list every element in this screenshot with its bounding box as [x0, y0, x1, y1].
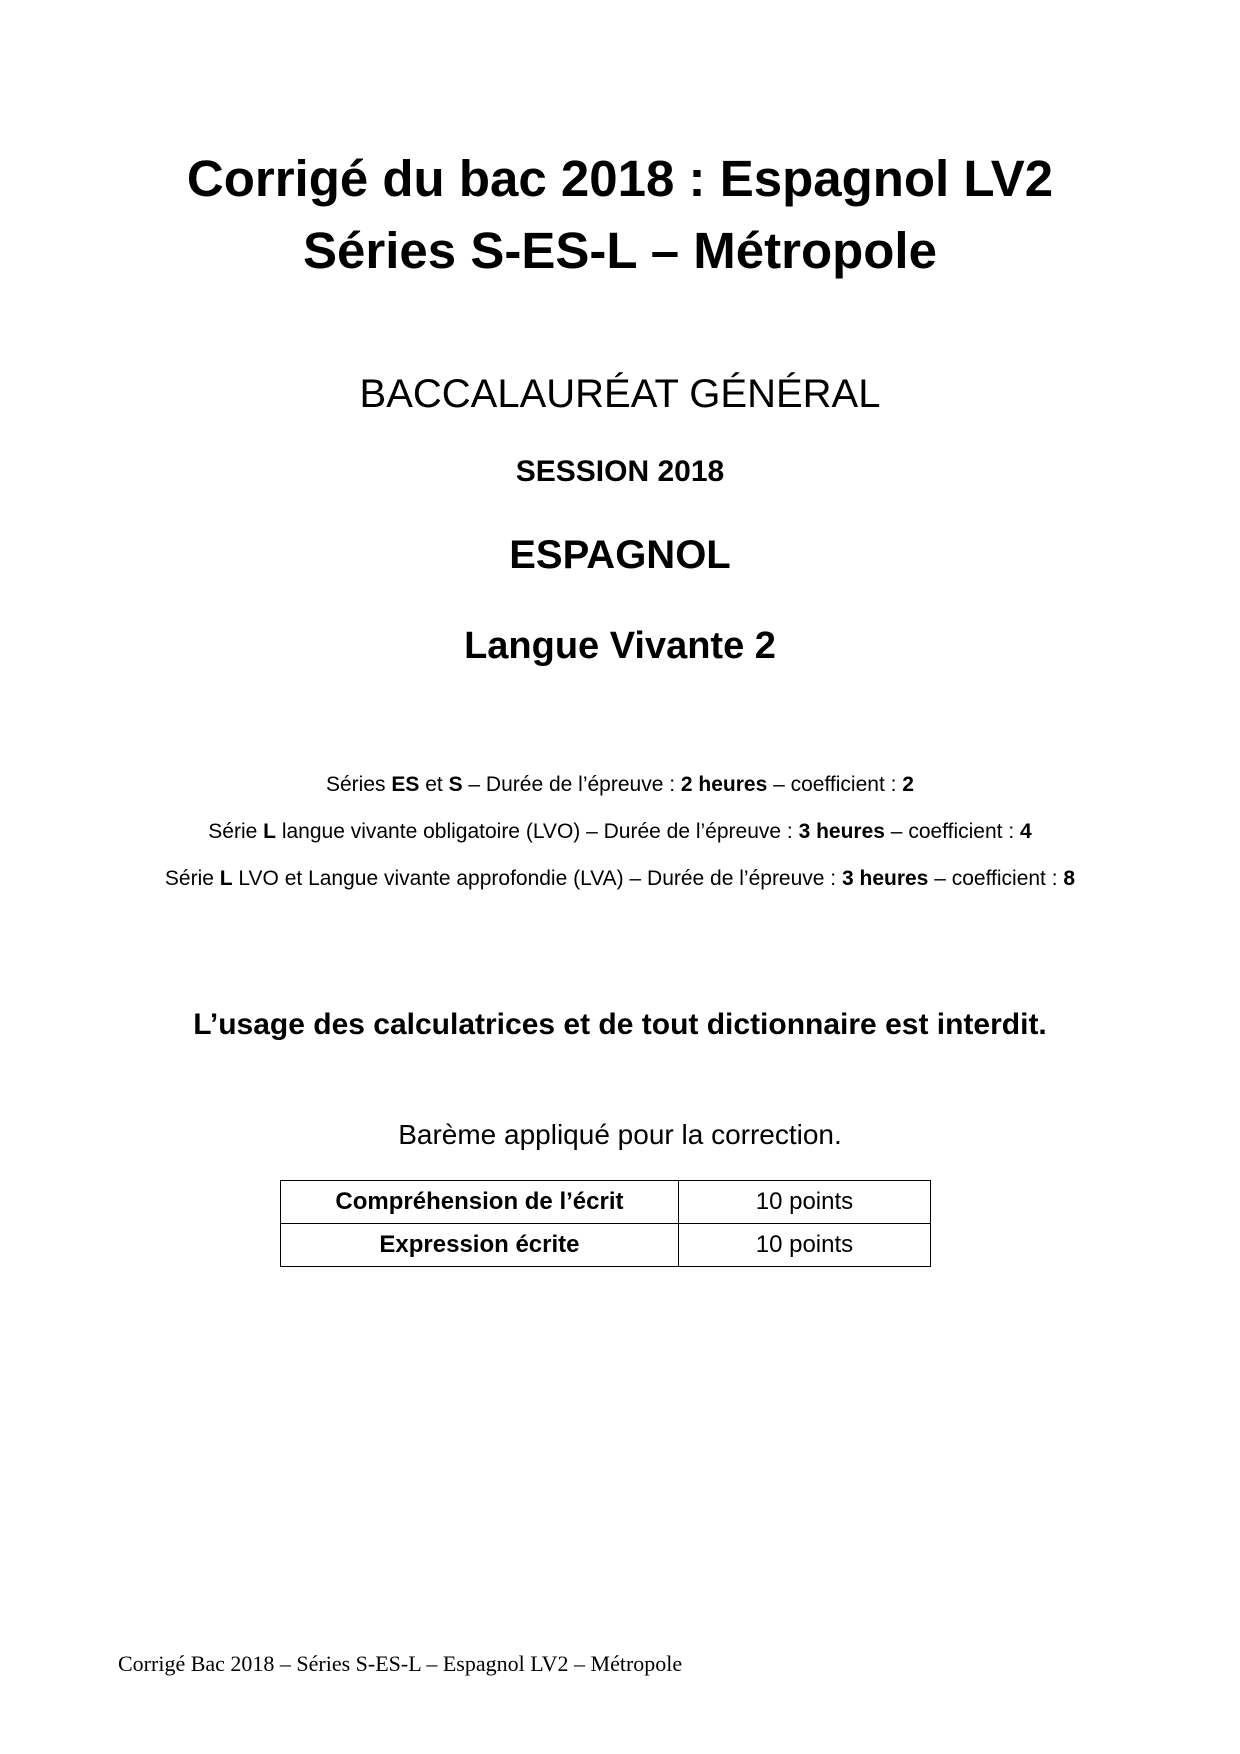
series-text: – Durée de l’épreuve :	[462, 773, 681, 796]
page-title-line-1: Corrigé du bac 2018 : Espagnol LV2	[186, 150, 1054, 207]
bareme-table	[280, 1180, 931, 1267]
series-bold: L	[263, 820, 276, 843]
series-text: LVO et Langue vivante approfondie (LVA) – Durée de l’épreuve :	[232, 867, 842, 890]
duration-value: 3 heures	[841, 867, 929, 890]
series-bold: S	[448, 773, 463, 796]
coefficient-value: 2	[902, 773, 914, 796]
series-l-lva-info	[0, 867, 1240, 891]
series-text: Série	[164, 867, 220, 890]
page-footer: Corrigé Bac 2018 – Séries S-ES-L – Espagnol LV2 – Métropole	[118, 1651, 683, 1676]
baccalaureat-heading: BACCALAURÉAT GÉNÉRAL	[359, 372, 881, 416]
points-cell: 10 points	[678, 1181, 930, 1224]
session-heading: SESSION 2018	[515, 455, 725, 488]
series-text: langue vivante obligatoire (LVO) – Durée de l’épreuve :	[275, 820, 799, 843]
duration-value: 3 heures	[798, 820, 885, 843]
table-row	[281, 1224, 931, 1267]
criterion-cell: Expression écrite	[281, 1224, 679, 1267]
coefficient-value: 4	[1020, 820, 1032, 843]
series-text: et	[419, 773, 449, 796]
series-text: – coefficient :	[884, 820, 1020, 843]
series-text: – coefficient :	[767, 773, 903, 796]
page-title-line-2: Séries S-ES-L – Métropole	[303, 222, 937, 279]
table-row	[281, 1181, 931, 1224]
language-level-heading: Langue Vivante 2	[464, 625, 776, 667]
bareme-caption: Barème appliqué pour la correction.	[398, 1119, 842, 1150]
series-text: – coefficient :	[928, 867, 1064, 890]
subject-heading: ESPAGNOL	[509, 533, 731, 577]
series-bold: ES	[391, 773, 420, 796]
series-bold: L	[219, 867, 233, 890]
series-text: Série	[208, 820, 264, 843]
series-l-lvo-info	[0, 820, 1240, 844]
series-es-s-info	[0, 773, 1240, 797]
coefficient-value: 8	[1063, 867, 1076, 890]
calculator-warning: L’usage des calculatrices et de tout dictionnaire est interdit.	[193, 1008, 1047, 1041]
duration-value: 2 heures	[680, 773, 768, 796]
points-cell: 10 points	[678, 1224, 930, 1267]
page-title	[0, 143, 1240, 287]
criterion-cell: Compréhension de l’écrit	[281, 1181, 679, 1224]
series-text: Séries	[326, 773, 392, 796]
